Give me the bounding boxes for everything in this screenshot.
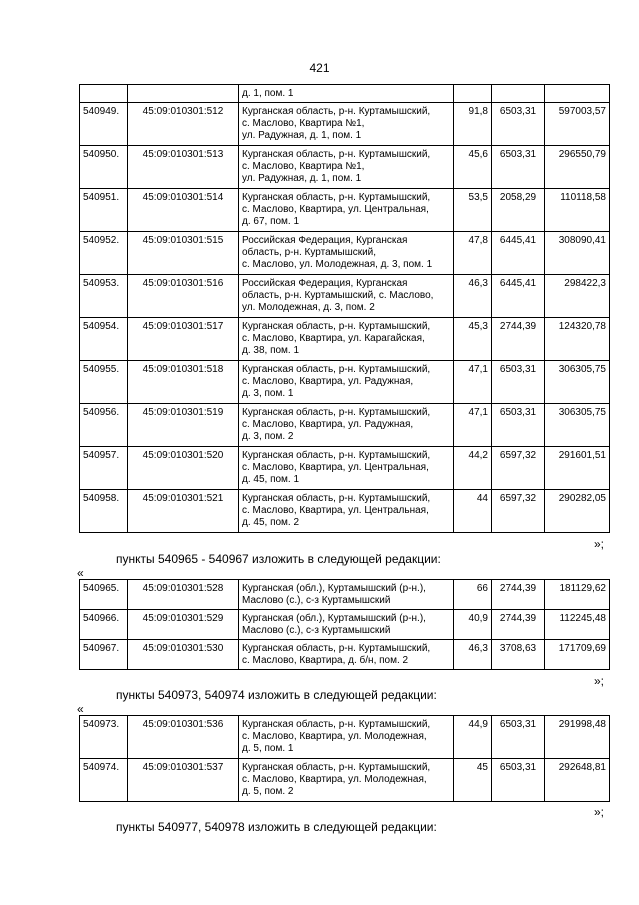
amendment-paragraph: пункты 540977, 540978 изложить в следующей редакции:: [116, 820, 437, 834]
cell-number: 540967.: [80, 640, 128, 670]
cell-cadastral-number: 45:09:010301:512: [128, 103, 239, 146]
cell-number: 540953.: [80, 275, 128, 318]
cell-cadastral-value: 306305,75: [545, 404, 610, 447]
cell-cadastral-value: 306305,75: [545, 361, 610, 404]
cell-area: 66: [454, 580, 492, 610]
cell-number: [80, 85, 128, 103]
table-row: [80, 85, 610, 103]
cell-unit-value: 6597,32: [492, 490, 545, 533]
cell-cadastral-value: 290282,05: [545, 490, 610, 533]
cell-unit-value: 6597,32: [492, 447, 545, 490]
closing-quote: »;: [594, 805, 605, 819]
cell-unit-value: 2744,39: [492, 580, 545, 610]
cell-number: 540949.: [80, 103, 128, 146]
table-row: [80, 490, 610, 533]
cell-cadastral-value: 110118,58: [545, 189, 610, 232]
cell-address: Российская Федерация, Курганская область, р-н. Куртамышский, с. Маслово, ул. Молодежная, д. 3, пом. 2: [239, 275, 454, 318]
cell-cadastral-value: 112245,48: [545, 610, 610, 640]
cell-unit-value: [492, 85, 545, 103]
cell-unit-value: 2744,39: [492, 610, 545, 640]
cell-cadastral-number: 45:09:010301:519: [128, 404, 239, 447]
opening-quote: «: [77, 566, 84, 580]
cell-cadastral-value: 296550,79: [545, 146, 610, 189]
table-row: [80, 103, 610, 146]
cell-address: Курганская область, р-н. Куртамышский, с. Маслово, Квартира, ул. Карагайская, д. 38, пом. 1: [239, 318, 454, 361]
cell-cadastral-value: 181129,62: [545, 580, 610, 610]
table-row: [80, 610, 610, 640]
cell-area: 44: [454, 490, 492, 533]
cell-unit-value: 6503,31: [492, 361, 545, 404]
amendment-paragraph: пункты 540973, 540974 изложить в следующей редакции:: [116, 688, 437, 702]
cell-cadastral-value: 291998,48: [545, 716, 610, 759]
cell-address: Курганская (обл.), Куртамышский (р-н.), Маслово (с.), с-з Куртамышский: [239, 580, 454, 610]
cell-address: Курганская область, р-н. Куртамышский, с. Маслово, Квартира, ул. Молодежная, д. 5, пом. 2: [239, 759, 454, 802]
cell-cadastral-number: 45:09:010301:530: [128, 640, 239, 670]
cell-cadastral-value: 298422,3: [545, 275, 610, 318]
table-row: [80, 232, 610, 275]
cell-area: 45,3: [454, 318, 492, 361]
cell-unit-value: 6445,41: [492, 232, 545, 275]
cell-address: Курганская область, р-н. Куртамышский, с. Маслово, Квартира, ул. Радужная, д. 3, пом. 1: [239, 361, 454, 404]
cell-area: 44,2: [454, 447, 492, 490]
table-row: [80, 640, 610, 670]
cell-area: [454, 85, 492, 103]
cell-cadastral-number: 45:09:010301:520: [128, 447, 239, 490]
cell-address: Курганская область, р-н. Куртамышский, с. Маслово, Квартира, ул. Центральная, д. 67, пом. 1: [239, 189, 454, 232]
amendment-paragraph: пункты 540965 - 540967 изложить в следующей редакции:: [116, 552, 441, 566]
cell-area: 45: [454, 759, 492, 802]
cell-area: 45,6: [454, 146, 492, 189]
table-row: [80, 189, 610, 232]
cell-cadastral-number: 45:09:010301:514: [128, 189, 239, 232]
cell-number: 540973.: [80, 716, 128, 759]
cell-unit-value: 6445,41: [492, 275, 545, 318]
table-row: [80, 361, 610, 404]
cell-cadastral-number: 45:09:010301:528: [128, 580, 239, 610]
cell-number: 540958.: [80, 490, 128, 533]
cell-unit-value: 6503,31: [492, 716, 545, 759]
table-row: [80, 447, 610, 490]
closing-quote: »;: [594, 674, 605, 688]
cell-unit-value: 6503,31: [492, 103, 545, 146]
cell-address: Курганская область, р-н. Куртамышский, с. Маслово, Квартира №1, ул. Радужная, д. 1, пом. 1: [239, 103, 454, 146]
table-row: [80, 580, 610, 610]
cell-area: 40,9: [454, 610, 492, 640]
cell-address: Курганская область, р-н. Куртамышский, с. Маслово, Квартира №1, ул. Радужная, д. 1, пом. 1: [239, 146, 454, 189]
cell-unit-value: 2744,39: [492, 318, 545, 361]
opening-quote: «: [77, 702, 84, 716]
table-row: [80, 146, 610, 189]
table-row: [80, 318, 610, 361]
cell-cadastral-value: 291601,51: [545, 447, 610, 490]
cell-unit-value: 3708,63: [492, 640, 545, 670]
cell-cadastral-number: 45:09:010301:529: [128, 610, 239, 640]
cell-address: Курганская область, р-н. Куртамышский, с. Маслово, Квартира, ул. Молодежная, д. 5, пом. 1: [239, 716, 454, 759]
cell-number: 540950.: [80, 146, 128, 189]
cell-unit-value: 6503,31: [492, 759, 545, 802]
cell-address: Курганская область, р-н. Куртамышский, с. Маслово, Квартира, ул. Центральная, д. 45, пом. 2: [239, 490, 454, 533]
closing-quote: »;: [594, 537, 605, 551]
cell-area: 53,5: [454, 189, 492, 232]
cell-unit-value: 6503,31: [492, 146, 545, 189]
cell-number: 540951.: [80, 189, 128, 232]
cell-address: д. 1, пом. 1: [239, 85, 454, 103]
cell-number: 540955.: [80, 361, 128, 404]
cell-cadastral-value: 308090,41: [545, 232, 610, 275]
cell-cadastral-number: 45:09:010301:521: [128, 490, 239, 533]
cell-cadastral-value: 597003,57: [545, 103, 610, 146]
cell-unit-value: 6503,31: [492, 404, 545, 447]
cell-cadastral-number: 45:09:010301:537: [128, 759, 239, 802]
cell-area: 47,8: [454, 232, 492, 275]
page-number: 421: [309, 61, 330, 75]
cell-area: 47,1: [454, 361, 492, 404]
cell-unit-value: 2058,29: [492, 189, 545, 232]
cell-cadastral-number: 45:09:010301:518: [128, 361, 239, 404]
cell-number: 540954.: [80, 318, 128, 361]
cell-cadastral-value: 124320,78: [545, 318, 610, 361]
cell-address: Курганская область, р-н. Куртамышский, с. Маслово, Квартира, д. б/н, пом. 2: [239, 640, 454, 670]
table-row: [80, 759, 610, 802]
table-row: [80, 716, 610, 759]
table-row: [80, 404, 610, 447]
cell-cadastral-number: 45:09:010301:536: [128, 716, 239, 759]
cell-cadastral-value: 292648,81: [545, 759, 610, 802]
cell-address: Российская Федерация, Курганская область, р-н. Куртамышский, с. Маслово, ул. Молодежная, д. 3, пом. 1: [239, 232, 454, 275]
table-row: [80, 275, 610, 318]
cell-cadastral-number: [128, 85, 239, 103]
cell-address: Курганская (обл.), Куртамышский (р-н.), Маслово (с.), с-з Куртамышский: [239, 610, 454, 640]
cell-cadastral-value: 171709,69: [545, 640, 610, 670]
cell-area: 47,1: [454, 404, 492, 447]
cell-cadastral-number: 45:09:010301:516: [128, 275, 239, 318]
cell-cadastral-number: 45:09:010301:513: [128, 146, 239, 189]
cell-address: Курганская область, р-н. Куртамышский, с. Маслово, Квартира, ул. Центральная, д. 45, пом. 1: [239, 447, 454, 490]
cell-cadastral-value: [545, 85, 610, 103]
cell-area: 46,3: [454, 275, 492, 318]
cell-area: 91,8: [454, 103, 492, 146]
cell-cadastral-number: 45:09:010301:517: [128, 318, 239, 361]
cell-area: 44,9: [454, 716, 492, 759]
cell-area: 46,3: [454, 640, 492, 670]
cell-cadastral-number: 45:09:010301:515: [128, 232, 239, 275]
cell-number: 540966.: [80, 610, 128, 640]
cell-number: 540952.: [80, 232, 128, 275]
registry-table: [79, 84, 610, 533]
cell-number: 540957.: [80, 447, 128, 490]
cell-number: 540956.: [80, 404, 128, 447]
cell-number: 540965.: [80, 580, 128, 610]
cell-number: 540974.: [80, 759, 128, 802]
cell-address: Курганская область, р-н. Куртамышский, с. Маслово, Квартира, ул. Радужная, д. 3, пом. 2: [239, 404, 454, 447]
registry-table: [79, 579, 610, 670]
registry-table: [79, 715, 610, 802]
